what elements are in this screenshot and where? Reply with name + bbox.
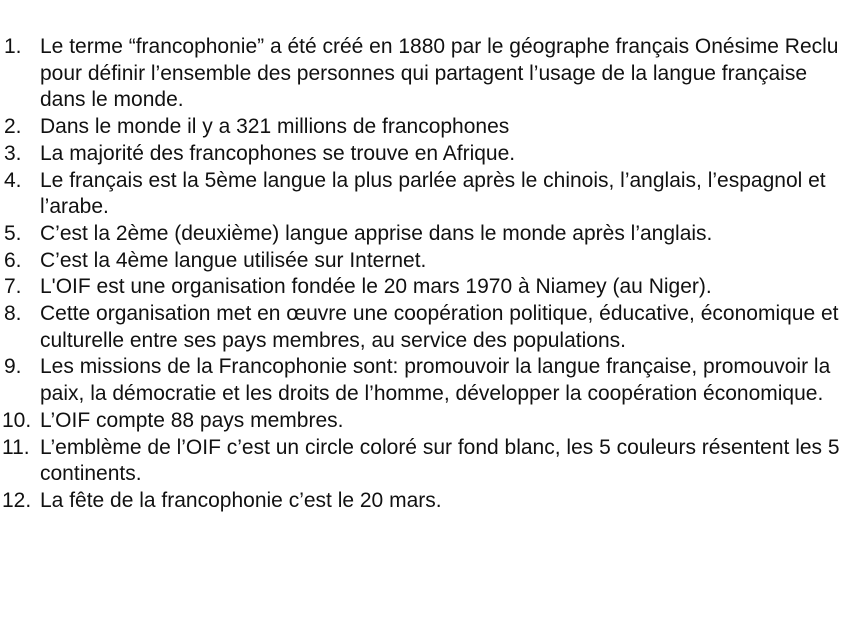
item-number: 9. [4,355,22,379]
item-number: 2. [4,115,22,139]
item-number: 1. [4,35,22,58]
list-item [0,408,840,435]
list-item [0,34,840,114]
list-item [0,488,840,515]
list-item [0,168,840,221]
item-text: La majorité des francophones se trouve en Afrique. [40,141,516,165]
list-item [0,221,840,248]
list-item [0,248,840,275]
list-item [0,114,840,141]
facts-list [0,34,840,515]
item-text: Le français est la 5ème langue la plus parlée après le chinois, l’anglais, l’espagnol et l’arabe. [40,168,826,219]
item-number: 5. [4,221,22,245]
list-item [0,274,840,301]
item-number: 12. [2,488,32,512]
item-text: L'OIF est une organisation fondée le 20 mars 1970 à Niamey (au Niger). [40,275,712,299]
item-number: 4. [4,168,22,192]
item-text: L’OIF compte 88 pays membres. [40,408,344,432]
item-text: L’emblème de l’OIF c’est un circle coloré sur fond blanc, les 5 couleurs résentent les 5 continents. [40,435,840,486]
item-text: C’est la 2ème (deuxième) langue apprise dans le monde après l’anglais. [40,221,713,245]
list-item [0,141,840,168]
item-number: 10. [2,408,32,432]
item-number: 3. [4,141,22,165]
item-text: La fête de la francophonie c’est le 20 mars. [40,488,442,512]
item-number: 7. [4,275,22,299]
item-number: 8. [4,302,22,326]
item-text: Dans le monde il y a 321 millions de francophones [40,115,510,139]
item-text: Cette organisation met en œuvre une coopération politique, éducative, économique et culturelle entre ses pays membres, au service des populations. [40,302,839,352]
list-item [0,301,840,354]
item-text: C’est la 4ème langue utilisée sur Internet. [40,248,427,272]
item-text: Le terme “francophonie” a été créé en 1880 par le géographe français Onésime Reclu pour définir l’ensemble des personnes qui partagent l’usage de la langue française dans le monde. [40,35,839,112]
item-text: Les missions de la Francophonie sont: promouvoir la langue française, promouvoir la paix, la démocratie et les droits de l’homme, développer la coopération économique. [40,355,831,406]
list-item [0,435,840,488]
item-number: 6. [4,248,22,272]
list-item [0,354,840,407]
item-number: 11. [2,435,30,459]
